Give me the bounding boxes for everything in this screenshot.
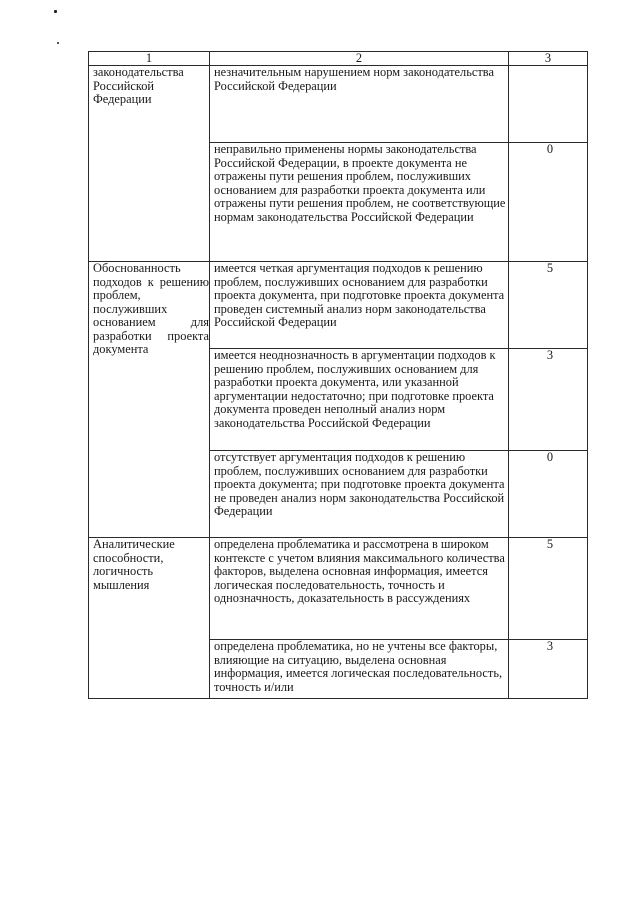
description-cell: отсутствует аргументация подходов к решению проблем, послуживших основанием для разработки проекта документа; при подготовке проекта документа не проведен анализ норм законодательства Российской Федерации (210, 451, 509, 538)
scan-speck (57, 42, 59, 44)
scan-speck (54, 10, 57, 13)
column-header: 3 (509, 52, 588, 66)
criterion-name-cell (89, 262, 210, 538)
table-row (89, 538, 588, 640)
table-row (89, 262, 588, 349)
table-header-row (89, 52, 588, 66)
evaluation-table (88, 51, 588, 699)
criterion-name: Обоснованность подходов к решению проблем, послуживших основанием для разработки проекта документа (93, 261, 209, 356)
score-cell: 5 (509, 262, 588, 349)
table-row (89, 66, 588, 143)
score-cell: 3 (509, 640, 588, 699)
column-header: 1 (89, 52, 210, 66)
description-cell: определена проблематика и рассмотрена в широком контексте с учетом влияния максимального количества факторов, выделена основная информация, имеется логическая последовательность, точность и однозначность, доказательность в рассуждениях (210, 538, 509, 640)
criterion-name-cell (89, 66, 210, 262)
score-cell: 0 (509, 143, 588, 262)
score-cell: 0 (509, 451, 588, 538)
criterion-name: Аналитические способности, логичность мышления (93, 537, 175, 592)
description-cell: определена проблематика, но не учтены все факторы, влияющие на ситуацию, выделена основная информация, имеется логическая последовательность, точность и/или (210, 640, 509, 699)
score-cell (509, 66, 588, 143)
column-header: 2 (210, 52, 509, 66)
description-cell: незначительным нарушением норм законодательства Российской Федерации (210, 66, 509, 143)
score-cell: 3 (509, 349, 588, 451)
description-cell: имеется неоднозначность в аргументации подходов к решению проблем, послуживших основанием для разработки проекта документа, или указанной аргументации недостаточно; при подготовке проекта документа проведен неполный анализ норм законодательства Российской Федерации (210, 349, 509, 451)
description-cell: имеется четкая аргументация подходов к решению проблем, послуживших основанием для разработки проекта документа, при подготовке проекта документа проведен системный анализ норм законодательства Российской Федерации (210, 262, 509, 349)
score-cell: 5 (509, 538, 588, 640)
description-cell: неправильно применены нормы законодательства Российской Федерации, в проекте документа не отражены пути решения проблем, послуживших основанием для разработки проекта документа или отражены пути решения проблем, не соответствующие нормам законодательства Российской Федерации (210, 143, 509, 262)
criterion-name: законодательства Российской Федерации (93, 65, 184, 106)
criterion-name-cell (89, 538, 210, 699)
